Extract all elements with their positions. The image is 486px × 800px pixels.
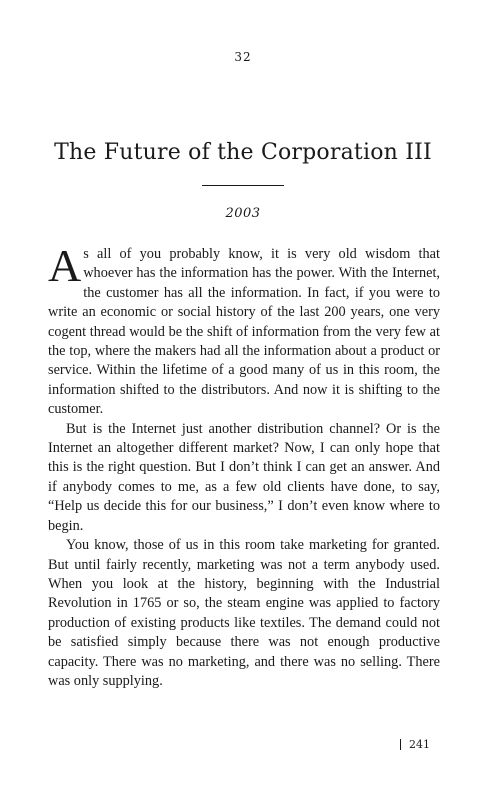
body-text: [48, 240, 440, 691]
title-divider: [202, 185, 284, 186]
footer-divider: [400, 739, 401, 750]
paragraph-2: But is the Internet just another distribution channel? Or is the Internet an altogether different market? Now, I can only hope that this is the right question. But I don’t think I can get an answer. And if anybody comes to me, as a few old clients have done, to say, “Help us decide this for our business,” I don’t even know where to begin.: [48, 420, 440, 534]
page-footer: [400, 738, 430, 751]
chapter-year: 2003: [225, 206, 261, 221]
paragraph-3: You know, those of us in this room take marketing for granted. But until fairly recently, marketing was not a term anybody used. When you look at the history, beginning with the Industrial Revolution in 1765 or so, the steam engine was applied to factory production of existing products like textiles. The demand could not be satisfied simply because there was not enough productive capacity. There was no marketing, and there was no selling. There was only supplying.: [48, 537, 440, 689]
paragraph-1-text: s all of you probably know, it is very old wisdom that whoever has the information has the power. With the Internet, the customer has all the information. In fact, if you were to write an economic or social history of the last 200 years, one very cogent thread would be the shift of information from the very few at the top, where the makers had all the information about a product or service. Within the lifetime of a good many of us in this room, the information shifted to the distributors. And now it is shifting to the customer.: [48, 246, 440, 418]
paragraph-1: [48, 240, 440, 420]
drop-cap: A: [48, 240, 82, 291]
chapter-title: The Future of the Corporation III: [54, 140, 432, 165]
chapter-number: 32: [234, 50, 252, 64]
page-number: 241: [409, 738, 430, 751]
